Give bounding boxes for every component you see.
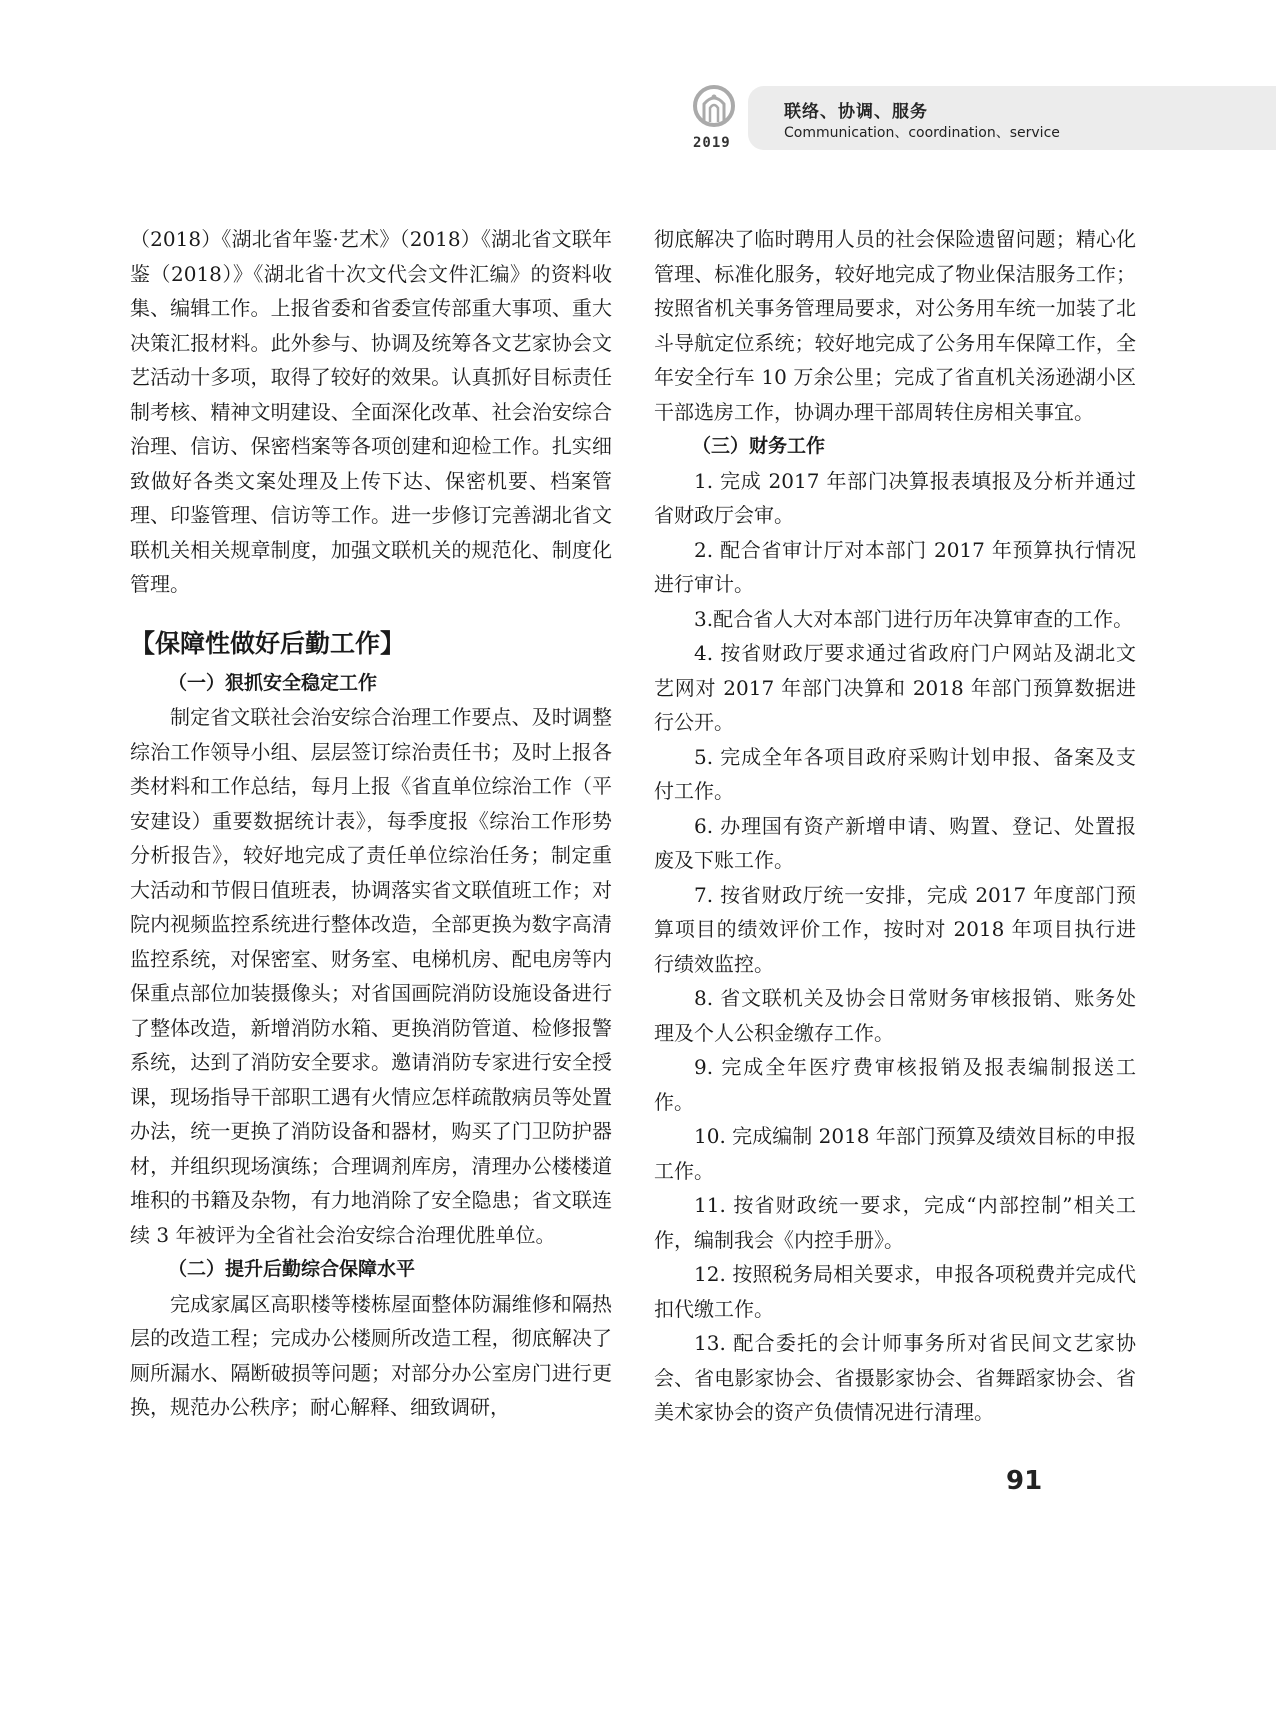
- finance-item: 7. 按省财政厅统一安排，完成 2017 年度部门预算项目的绩效评价工作，按时对 2018 年项目执行进行绩效监控。: [654, 882, 1136, 976]
- intro-paragraph: （2018）《湖北省年鉴·艺术》（2018）《湖北省文联年鉴（2018）》《湖北省十次文代会文件汇编》的资料收集、编辑工作。上报省委和省委宣传部重大事项、重大决策汇报材料。此外参与、协调及统筹各文艺家协会文艺活动十多项，取得了较好的效果。认真抓好目标责任制考核、精神文明建设、全面深化改革、社会治安综合治理、信访、保密档案等各项创建和迎检工作。扎实细致做好各类文案处理及上传下达、保密机要、档案管理、印鉴管理、信访等工作。进一步修订完善湖北省文联机关相关规章制度，加强文联机关的规范化、制度化管理。: [130, 227, 612, 596]
- header-year: 2019: [693, 135, 731, 151]
- finance-item: 3.配合省人大对本部门进行历年决算审查的工作。: [694, 606, 1134, 631]
- finance-item: 11. 按省财政统一要求，完成“内部控制”相关工作，编制我会《内控手册》。: [654, 1193, 1136, 1252]
- logistics-paragraph: 完成家属区高职楼等楼栋屋面整体防漏维修和隔热层的改造工程；完成办公楼厕所改造工程，彻底解决了厕所漏水、隔断破损等问题；对部分办公室房门进行更换，规范办公秩序；耐心解释、细致调研，: [130, 1291, 612, 1419]
- finance-item: 2. 配合省审计厅对本部门 2017 年预算执行情况进行审计。: [654, 537, 1136, 596]
- security-paragraph: 制定省文联社会治安综合治理工作要点、及时调整综治工作领导小组、层层签订综治责任书；及时上报各类材料和工作总结，每月上报《省直单位综治工作（平安建设）重要数据统计表》，每季度报《综治工作形势分析报告》，较好地完成了责任单位综治任务；制定重大活动和节假日值班表，协调落实省文联值班工作；对院内视频监控系统进行整体改造，全部更换为数字高清监控系统，对保密室、财务室、电梯机房、配电房等内保重点部位加装摄像头；对省国画院消防设施设备进行了整体改造，新增消防水箱、更换消防管道、检修报警系统，达到了消防安全要求。邀请消防专家进行安全授课，现场指导干部职工遇有火情应怎样疏散病员等处置办法，统一更换了消防设备和器材，购买了门卫防护器材，并组织现场演练；合理调剂库房，清理办公楼楼道堆积的书籍及杂物，有力地消除了安全隐患；省文联连续 3 年被评为全省社会治安综合治理优胜单位。: [130, 705, 612, 1247]
- right-column: [654, 222, 1136, 1430]
- finance-item: 12. 按照税务局相关要求，申报各项税费并完成代扣代缴工作。: [654, 1262, 1136, 1321]
- header-title-en: Communication、coordination、service: [784, 125, 1060, 141]
- finance-item: 13. 配合委托的会计师事务所对省民间文艺家协会、省电影家协会、省摄影家协会、省舞蹈家协会、省美术家协会的资产负债情况进行清理。: [654, 1331, 1136, 1424]
- finance-item: 9. 完成全年医疗费审核报销及报表编制报送工作。: [654, 1055, 1136, 1114]
- subheading-logistics: （二）提升后勤综合保障水平: [168, 1258, 416, 1280]
- header-title-cn: 联络、协调、服务: [784, 102, 928, 122]
- arch-emblem-icon: [692, 84, 736, 128]
- finance-item: 4. 按省财政厅要求通过省政府门户网站及湖北文艺网对 2017 年部门决算和 2018 年部门预算数据进行公开。: [654, 641, 1136, 734]
- finance-item: 1. 完成 2017 年部门决算报表填报及分析并通过省财政厅会审。: [654, 468, 1136, 527]
- finance-item: 8. 省文联机关及协会日常财务审核报销、账务处理及个人公积金缴存工作。: [654, 986, 1136, 1045]
- finance-item: 10. 完成编制 2018 年部门预算及绩效目标的申报工作。: [654, 1124, 1136, 1183]
- logistics-paragraph-continued: 彻底解决了临时聘用人员的社会保险遗留问题；精心化管理、标准化服务，较好地完成了物业保洁服务工作；按照省机关事务管理局要求，对公务用车统一加装了北斗导航定位系统；较好地完成了公务用车保障工作，全年安全行车 10 万余公里；完成了省直机关汤逊湖小区干部选房工作，协调办理干部周转住房相关事宜。: [654, 227, 1136, 424]
- left-column: [130, 222, 612, 1425]
- subheading-finance: （三）财务工作: [692, 435, 826, 457]
- subheading-security: （一）狠抓安全稳定工作: [168, 671, 378, 694]
- finance-item: 6. 办理国有资产新增申请、购置、登记、处置报废及下账工作。: [654, 813, 1136, 872]
- page-number: 91: [1006, 1466, 1043, 1496]
- finance-item: 5. 完成全年各项目政府采购计划申报、备案及支付工作。: [654, 744, 1136, 803]
- section-title: 【保障性做好后勤工作】: [130, 628, 406, 658]
